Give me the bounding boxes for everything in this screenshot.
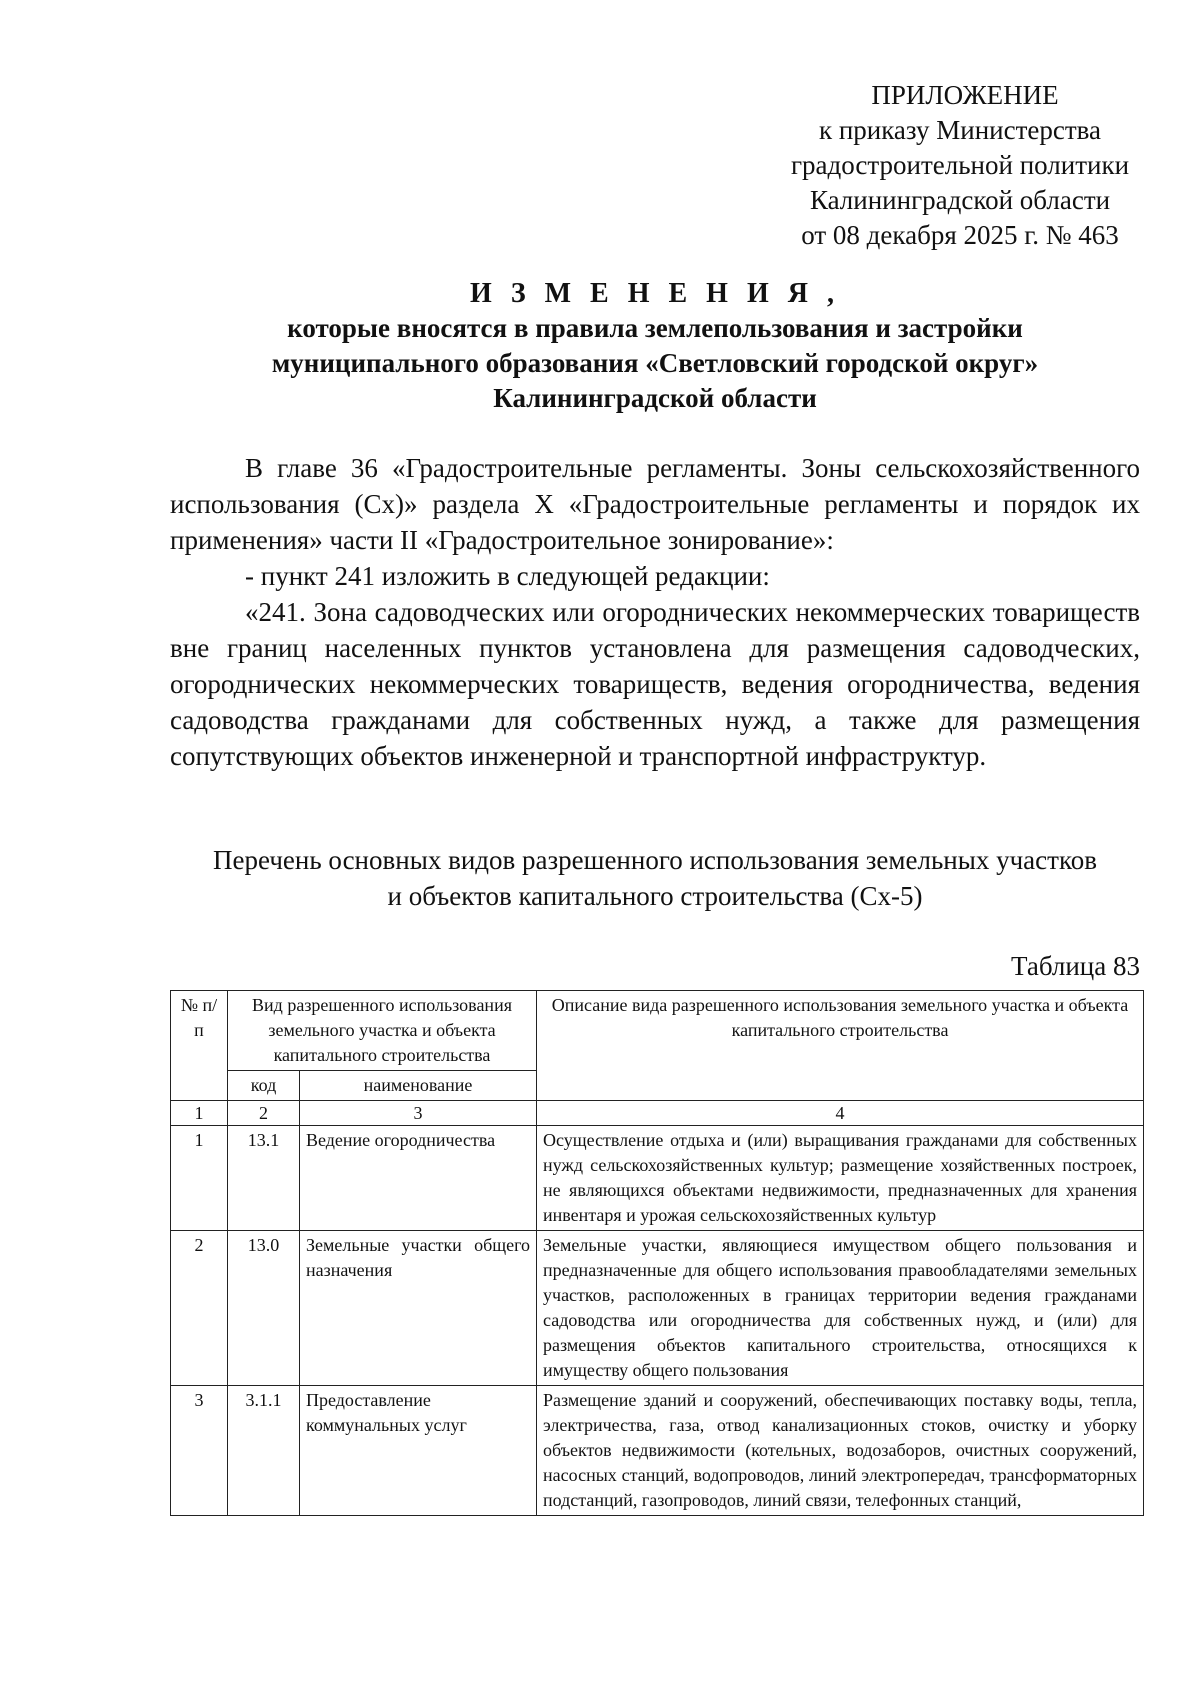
column-number: 2 xyxy=(228,1101,300,1126)
column-number-row xyxy=(171,1101,1144,1126)
body-text xyxy=(170,450,1140,774)
row-code: 13.0 xyxy=(228,1231,300,1386)
row-num: 1 xyxy=(171,1126,228,1231)
appendix-line: к приказу Министерства xyxy=(818,115,1102,145)
column-number: 4 xyxy=(537,1101,1144,1126)
list-title-line: и объектов капитального строительства (Сх-5) xyxy=(387,881,923,911)
row-code: 13.1 xyxy=(228,1126,300,1231)
paragraph: «241. Зона садоводческих или огороднических некоммерческих товариществ вне границ населенных пунктов установлена для размещения садоводческих, огороднических некоммерческих товариществ, ведения огородничества, ведения садоводства гражданами для собственных нужд, а также для размещения сопутствующих объектов инженерной и транспортной инфраструктур. xyxy=(170,597,1140,771)
title-changes: И З М Е Н Е Н И Я , xyxy=(470,278,840,309)
row-desc: Осуществление отдыха и (или) выращивания гражданами для собственных нужд сельскохозяйственных культур; размещение хозяйственных построек, не являющихся объектами недвижимости, предназначенных для хранения инвентаря и урожая сельскохозяйственных культур xyxy=(537,1126,1144,1231)
appendix-header xyxy=(780,78,1140,253)
document-title xyxy=(170,276,1140,416)
table-row xyxy=(171,1126,1144,1231)
table-header-row xyxy=(171,991,1144,1071)
appendix-line: Калининградской области xyxy=(809,185,1111,215)
row-num: 2 xyxy=(171,1231,228,1386)
title-line: которые вносятся в правила землепользования и застройки xyxy=(287,313,1023,343)
row-name: Предоставление коммунальных услуг xyxy=(300,1386,537,1516)
list-title-line: Перечень основных видов разрешенного использования земельных участков xyxy=(213,845,1097,875)
table-row xyxy=(171,1386,1144,1516)
row-code: 3.1.1 xyxy=(228,1386,300,1516)
title-line: Калининградской области xyxy=(493,383,817,413)
column-number: 1 xyxy=(171,1101,228,1126)
header-code: код xyxy=(228,1071,300,1101)
table-row xyxy=(171,1231,1144,1386)
appendix-line: от 08 декабря 2025 г. № 463 xyxy=(801,220,1119,250)
appendix-line: градостроительной политики xyxy=(790,150,1130,180)
header-name: наименование xyxy=(300,1071,537,1101)
paragraph: - пункт 241 изложить в следующей редакции: xyxy=(245,561,770,591)
paragraph: В главе 36 «Градостроительные регламенты. Зоны сельскохозяйственного использования (Сх)» раздела X «Градостроительные регламенты и порядок их применения» части II «Градостроительное зонирование»: xyxy=(170,453,1140,555)
header-kind: Вид разрешенного использования земельного участка и объекта капитального строительства xyxy=(228,991,537,1071)
list-title xyxy=(170,842,1140,914)
row-num: 3 xyxy=(171,1386,228,1516)
table-label: Таблица 83 xyxy=(1011,951,1140,981)
row-name: Ведение огородничества xyxy=(300,1126,537,1231)
column-number: 3 xyxy=(300,1101,537,1126)
header-num: № п/п xyxy=(171,991,228,1101)
title-line: муниципального образования «Светловский городской округ» xyxy=(271,348,1039,378)
row-desc: Земельные участки, являющиеся имуществом общего пользования и предназначенные для общего использования правообладателями земельных участков, расположенных в границах территории ведения гражданами садоводства или огородничества для собственных нужд, и (или) для размещения объектов капитального строительства, относящихся к имуществу общего пользования xyxy=(537,1231,1144,1386)
land-use-table xyxy=(170,990,1144,1516)
header-desc: Описание вида разрешенного использования земельного участка и объекта капитального строительства xyxy=(537,991,1144,1101)
row-name: Земельные участки общего назначения xyxy=(300,1231,537,1386)
row-desc: Размещение зданий и сооружений, обеспечивающих поставку воды, тепла, электричества, газа, отвод канализационных стоков, очистку и уборку объектов недвижимости (котельных, водозаборов, очистных сооружений, насосных станций, водопроводов, линий электропередач, трансформаторных подстанций, газопроводов, линий связи, телефонных станций, xyxy=(537,1386,1144,1516)
appendix-line: ПРИЛОЖЕНИЕ xyxy=(871,80,1059,110)
